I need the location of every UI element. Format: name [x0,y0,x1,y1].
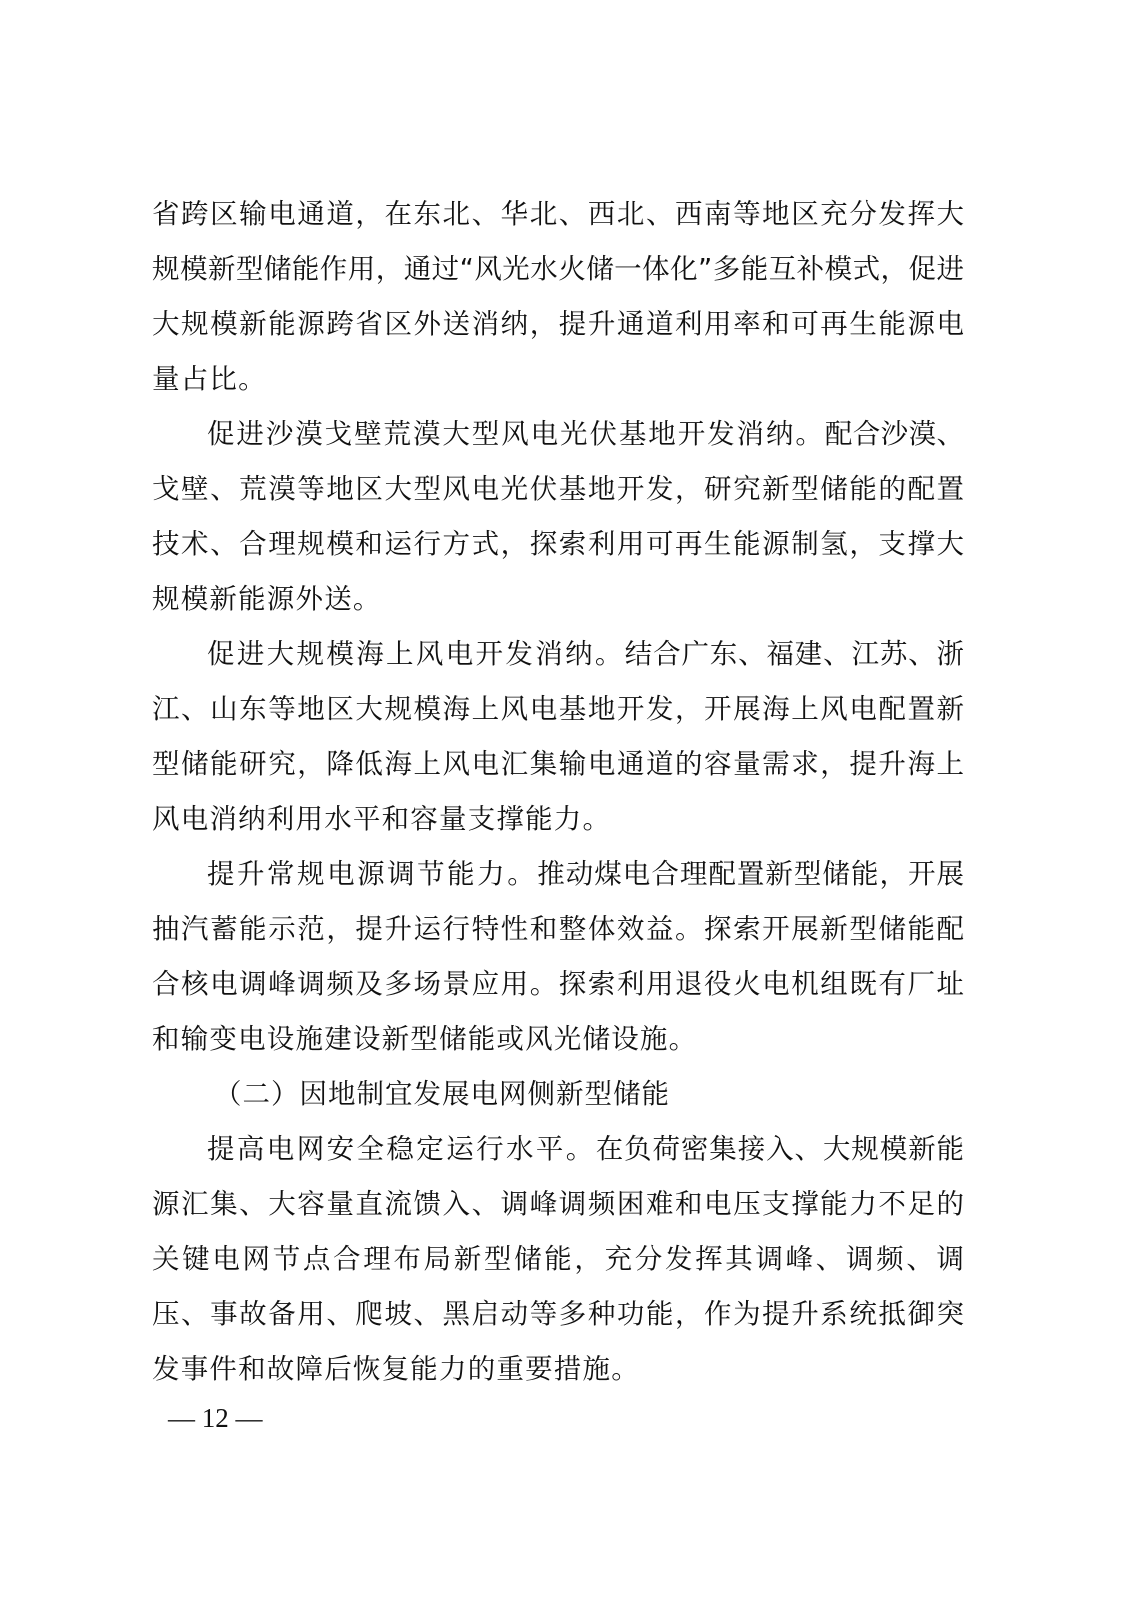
section-heading [152,1067,964,1122]
paragraph [152,407,964,627]
text-line: 和输变电设施建设新型储能或风光储设施。 [152,1023,698,1055]
section-title: （二）因地制宜发展电网侧新型储能 [214,1078,670,1110]
text-line: 量占比。 [152,363,267,395]
page-number: — 12 — [168,1403,263,1433]
text-line: 江、山东等地区大规模海上风电基地开发，开展海上风电配置新 [152,693,964,725]
paragraph [152,847,964,1067]
text-line: 技术、合理规模和运行方式，探索利用可再生能源制氢，支撑大 [152,528,964,560]
body-text [152,187,964,1397]
text-line [152,1122,964,1177]
paragraph [152,1122,964,1397]
text-line: 源汇集、大容量直流馈入、调峰调频困难和电压支撑能力不足的 [152,1188,964,1220]
text-line: 抽汽蓄能示范，提升运行特性和整体效益。探索开展新型储能配 [152,913,964,945]
paragraph-heading: 提升常规电源调节能力。 [207,858,538,890]
text-run: 在负荷密集接入、大规模新能 [595,1133,965,1165]
text-line [152,407,964,462]
paragraph [152,187,964,407]
paragraph-heading: 提高电网安全稳定运行水平。 [207,1133,596,1165]
text-line: 省跨区输电通道，在东北、华北、西北、西南等地区充分发挥大 [152,198,964,230]
text-line: 戈壁、荒漠等地区大型风电光伏基地开发，研究新型储能的配置 [152,473,964,505]
text-run: 推动煤电合理配置新型储能，开展 [537,858,965,890]
text-line: 型储能研究，降低海上风电汇集输电通道的容量需求，提升海上 [152,748,964,780]
text-line: 合核电调峰调频及多场景应用。探索利用退役火电机组既有厂址 [152,968,964,1000]
text-line: 关键电网节点合理布局新型储能，充分发挥其调峰、调频、调 [152,1243,964,1275]
text-line [152,627,964,682]
text-line: 压、事故备用、爬坡、黑启动等多种功能，作为提升系统抵御突 [152,1298,964,1330]
text-run: 结合广东、福建、江苏、浙 [624,638,965,670]
text-line: 规模新能源外送。 [152,583,382,615]
text-line [152,847,964,902]
paragraph-heading: 促进大规模海上风电开发消纳。 [207,638,625,670]
text-line: 规模新型储能作用，通过“风光水火储一体化”多能互补模式，促进 [152,253,964,285]
text-run: 配合沙漠、 [824,418,965,450]
text-line: 大规模新能源跨省区外送消纳，提升通道利用率和可再生能源电 [152,308,964,340]
text-line: 发事件和故障后恢复能力的重要措施。 [152,1353,640,1385]
paragraph [152,627,964,847]
paragraph-heading: 促进沙漠戈壁荒漠大型风电光伏基地开发消纳。 [207,418,825,450]
text-line: 风电消纳利用水平和容量支撑能力。 [152,803,612,835]
